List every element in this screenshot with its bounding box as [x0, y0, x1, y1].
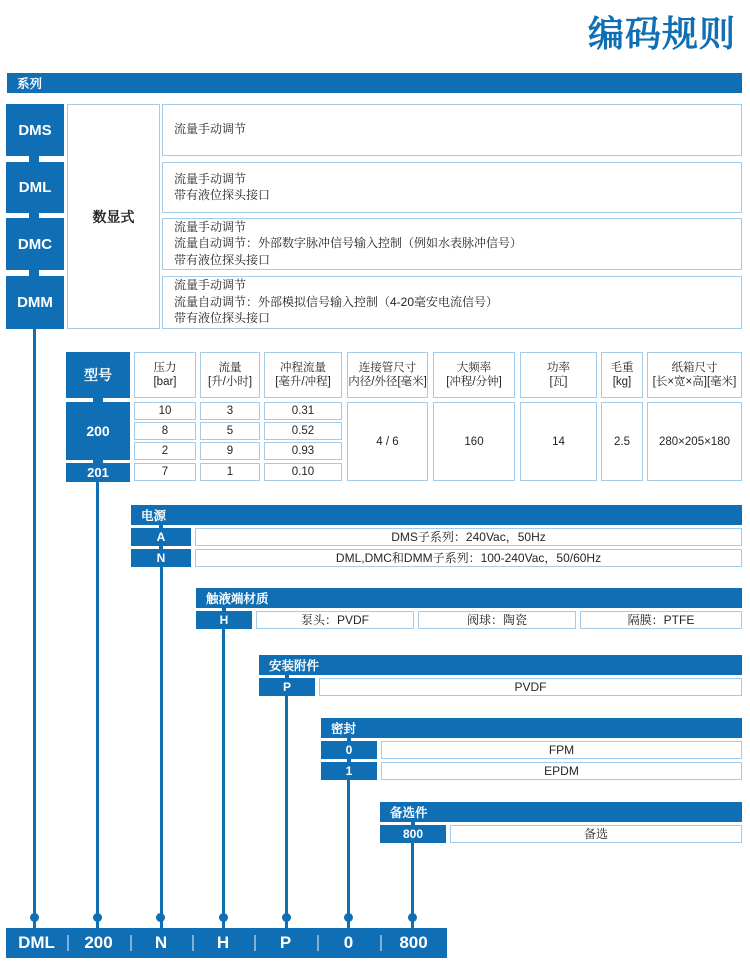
connector-dot [282, 913, 291, 922]
spec-value: 1 [200, 463, 260, 481]
spec-col-pressure [134, 352, 196, 398]
spec-value: 0.52 [264, 422, 342, 440]
spec-value: 3 [200, 402, 260, 420]
model-201-box: 201 [66, 463, 130, 482]
desc-line: 流量手动调节 [174, 219, 247, 234]
spec-col-connection [347, 352, 428, 398]
spec-col-frequency [433, 352, 515, 398]
connector-dot [93, 913, 102, 922]
code-seg-power: N [154, 933, 168, 952]
series-code-dmm: DMM [6, 276, 64, 329]
spec-value: 2 [134, 442, 196, 460]
material-value-diaphragm: 隔膜：PTFE [580, 611, 742, 629]
connector-dot [408, 913, 417, 922]
material-section-header: 触液端材质 [196, 588, 742, 608]
options-section-header: 备选件 [380, 802, 742, 822]
col-line: [bar] [153, 376, 177, 388]
code-seg-material: H [216, 933, 230, 952]
spec-col-stroke [264, 352, 342, 398]
spec-shared-weight: 2.5 [601, 402, 643, 481]
mounting-value: PVDF [319, 678, 742, 696]
spec-col-weight [601, 352, 643, 398]
series-code-dms: DMS [6, 104, 64, 156]
spec-model-header: 型号 [66, 352, 130, 398]
col-line: 内径/外径[毫米] [348, 376, 427, 388]
power-section-header: 电源 [131, 505, 742, 525]
col-line: 大频率 [456, 362, 492, 374]
power-value-n: DML,DMC和DMM子系列：100-240Vac，50/60Hz [195, 549, 742, 567]
series-section-header: 系列 [7, 73, 742, 93]
spec-value: 0.31 [264, 402, 342, 420]
series-desc-dmm [162, 276, 742, 329]
series-code-dmc: DMC [6, 218, 64, 270]
connector-line-material [222, 629, 225, 928]
code-seg-mounting: P [279, 933, 292, 952]
desc-line: 流量手动调节 [174, 122, 247, 137]
spec-shared-frequency: 160 [433, 402, 515, 481]
col-line: 纸箱尺寸 [671, 362, 718, 374]
spec-shared-connection: 4 / 6 [347, 402, 428, 481]
page-title: 编码规则 [587, 13, 736, 54]
code-seg-series: DML [18, 933, 55, 952]
spec-value: 9 [200, 442, 260, 460]
desc-line: 流量自动调节：外部模拟信号输入控制（4-20毫安电流信号） [174, 294, 499, 309]
spec-value: 7 [134, 463, 196, 481]
spec-value: 0.93 [264, 442, 342, 460]
code-seg-seal: 0 [343, 933, 354, 952]
material-code-h: H [196, 611, 252, 629]
desc-line: 流量自动调节：外部数字脉冲信号输入控制（例如水表脉冲信号） [174, 236, 523, 251]
code-seg-model: 200 [84, 933, 113, 952]
material-value-ball: 阀球：陶瓷 [418, 611, 576, 629]
connector-line-model [96, 482, 99, 928]
col-line: 流量 [218, 362, 242, 374]
options-value: 备选 [450, 825, 742, 843]
connector-line-mounting [285, 696, 288, 928]
col-line: [长×宽×高][毫米] [652, 376, 737, 388]
connector-dot [156, 913, 165, 922]
col-line: [冲程/分钟] [446, 376, 502, 388]
code-seg-options: 800 [399, 933, 428, 952]
seal-code-1: 1 [321, 762, 377, 780]
options-code-800: 800 [380, 825, 446, 843]
seal-code-0: 0 [321, 741, 377, 759]
model-200-box: 200 [66, 402, 130, 460]
series-desc-dml [162, 162, 742, 213]
seal-value-epdm: EPDM [381, 762, 742, 780]
spec-value: 0.10 [264, 463, 342, 481]
series-desc-dmc [162, 218, 742, 270]
spec-shared-power: 14 [520, 402, 597, 481]
col-line: [升/小时] [207, 376, 253, 388]
mounting-section-header: 安装附件 [259, 655, 742, 675]
desc-line: 带有液位探头接口 [174, 188, 271, 202]
spec-value: 10 [134, 402, 196, 420]
series-desc-dms [162, 104, 742, 156]
display-type-box: 数显式 [67, 104, 160, 329]
spec-col-power [520, 352, 597, 398]
spec-value: 5 [200, 422, 260, 440]
material-value-head: 泵头：PVDF [256, 611, 414, 629]
col-line: [瓦] [549, 376, 568, 388]
col-line: 连接管尺寸 [358, 362, 417, 374]
col-line: 冲程流量 [280, 362, 326, 374]
desc-line: 带有液位探头接口 [174, 252, 271, 267]
desc-line: 流量手动调节 [174, 278, 247, 293]
connector-line-power [160, 567, 163, 928]
spec-col-carton [647, 352, 742, 398]
power-code-n: N [131, 549, 191, 567]
desc-line: 流量手动调节 [174, 171, 247, 186]
col-line: 毛重 [610, 362, 634, 374]
col-line: [毫升/冲程] [275, 376, 331, 388]
seal-value-fpm: FPM [381, 741, 742, 759]
connector-line-series [33, 329, 36, 928]
col-line: 功率 [547, 362, 570, 374]
power-code-a: A [131, 528, 191, 546]
power-value-a: DMS子系列：240Vac，50Hz [195, 528, 742, 546]
mounting-code-p: P [259, 678, 315, 696]
spec-shared-carton: 280×205×180 [647, 402, 742, 481]
spec-col-flow [200, 352, 260, 398]
series-code-dml: DML [6, 162, 64, 213]
spec-value: 8 [134, 422, 196, 440]
seal-section-header: 密封 [321, 718, 742, 738]
col-line: [kg] [612, 376, 632, 388]
connector-dot [30, 913, 39, 922]
connector-line-seal [347, 780, 350, 928]
col-line: 压力 [153, 362, 177, 374]
connector-dot [219, 913, 228, 922]
desc-line: 带有液位探头接口 [174, 311, 271, 326]
connector-dot [344, 913, 353, 922]
